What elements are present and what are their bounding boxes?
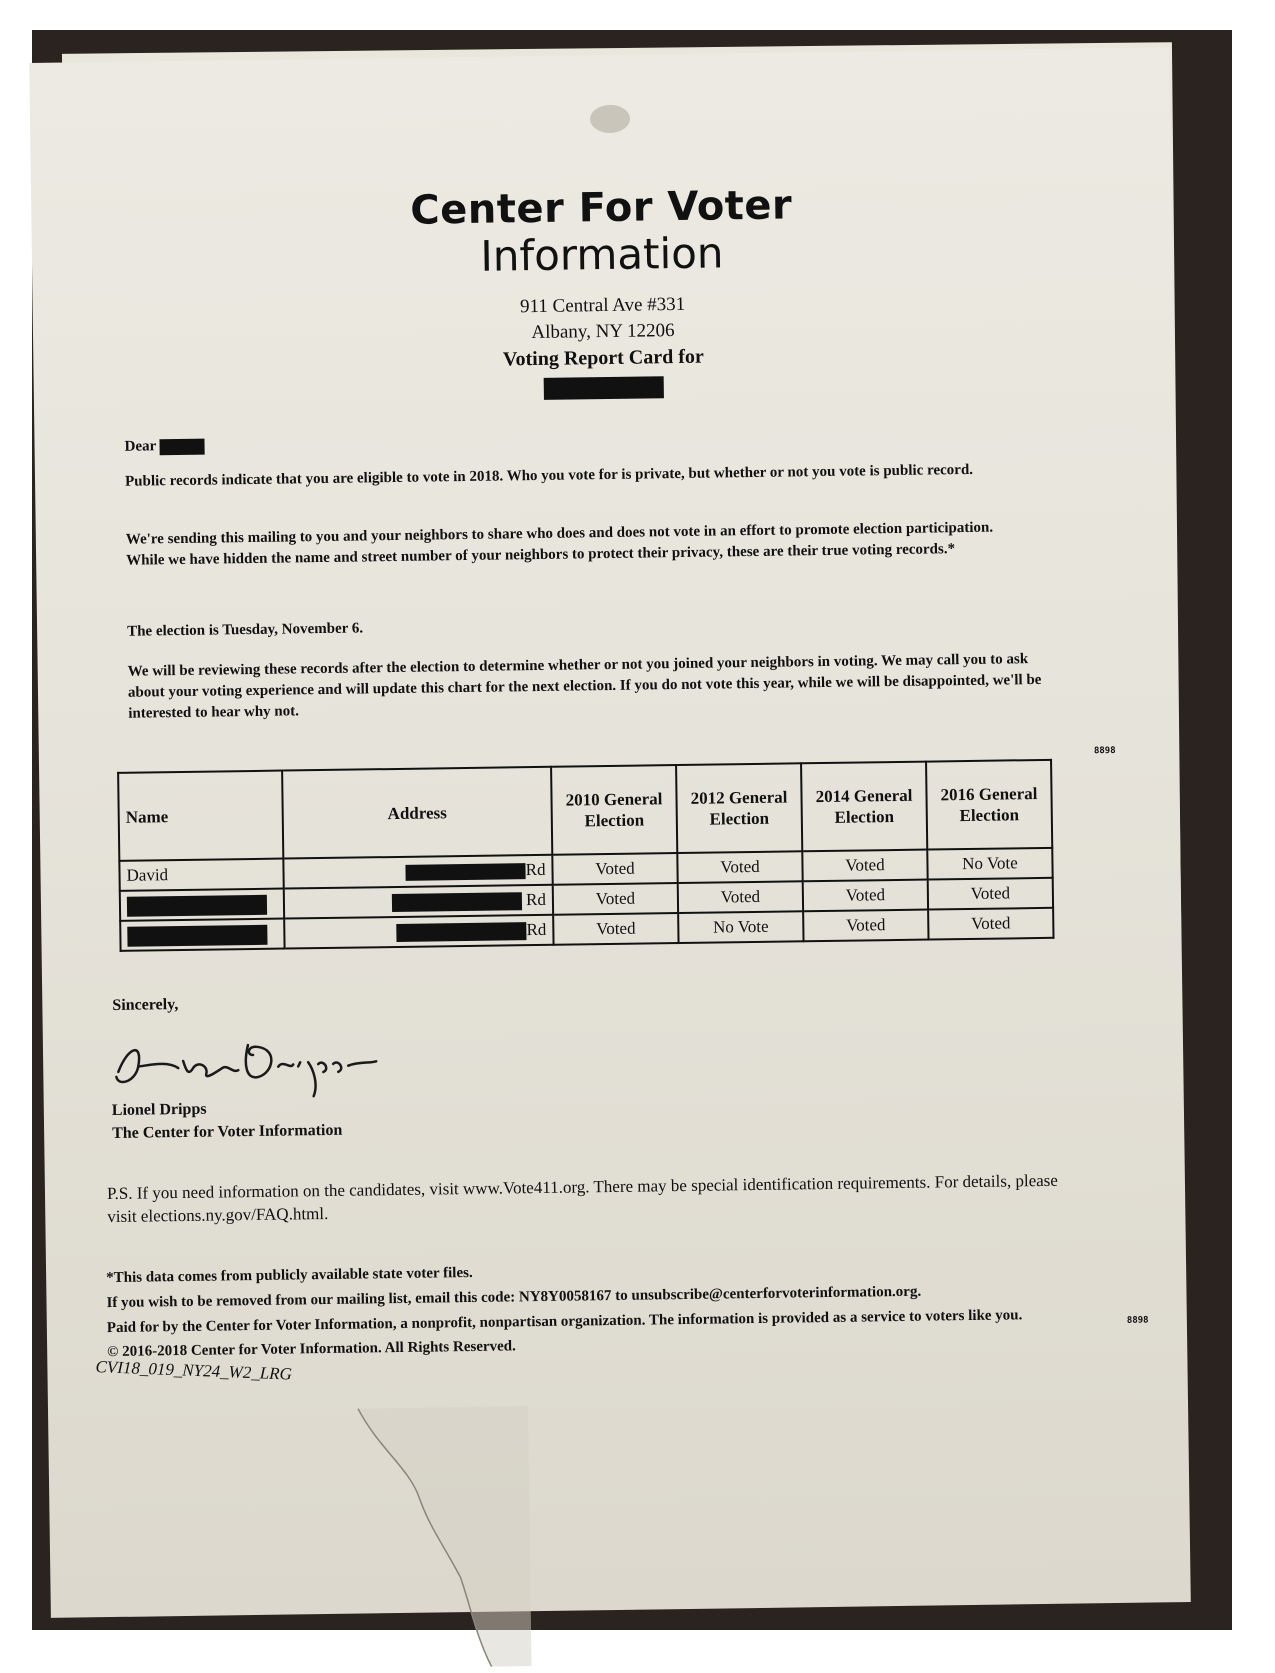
barcode-mark: 8898 xyxy=(1094,746,1116,756)
closing-sincerely: Sincerely, xyxy=(112,996,178,1015)
redaction-bar xyxy=(160,438,205,455)
vote-2012: No Vote xyxy=(678,911,803,943)
paragraph-review: We will be reviewing these records after the election to determine whether or not you joined your neighbors in voting. We may call you to ask about your voting experience and will update this chart for the next election. If you do not vote this year, while we will be disappointed, we'll be interested to hear why not. xyxy=(128,649,1069,725)
footer-paid-for: Paid for by the Center for Voter Information, a nonprofit, nonpartisan organization. The information is provided as a service to voters like you. xyxy=(107,1306,1127,1337)
voting-records-table xyxy=(117,759,1054,952)
paragraph-election-date: The election is Tuesday, November 6. xyxy=(127,609,1067,643)
row-name: David xyxy=(119,859,283,891)
redaction-bar xyxy=(127,894,267,916)
row-address xyxy=(284,885,553,919)
vote-2010: Voted xyxy=(552,853,677,885)
postscript: P.S. If you need information on the candidates, visit www.Vote411.org. There may be special identification requirements. For details, please visit elections.ny.gov/FAQ.html. xyxy=(107,1168,1088,1228)
sender-address-line2: Albany, NY 12206 xyxy=(33,313,1173,351)
signer-organization: The Center for Voter Information xyxy=(112,1122,342,1143)
redaction-bar xyxy=(127,924,267,946)
vote-2010: Voted xyxy=(553,883,678,915)
vote-2012: Voted xyxy=(678,881,803,913)
vote-2014: Voted xyxy=(802,850,927,882)
paragraph-eligibility: Public records indicate that you are eligible to vote in 2018. Who you vote for is private, but whether or not you vote is public record. xyxy=(125,459,1065,493)
footer-unsubscribe: If you wish to be removed from our mailing list, email this code: NY8Y0058167 to unsubscribe@centerforvoterinformation.org. xyxy=(106,1281,1126,1312)
row-name xyxy=(120,919,284,951)
redaction-bar xyxy=(544,376,664,400)
address-suffix: Rd xyxy=(526,860,546,879)
header-2016: 2016 General Election xyxy=(926,760,1052,850)
header-2014: 2014 General Election xyxy=(801,762,927,852)
footer-copyright: © 2016-2018 Center for Voter Information. All Rights Reserved. xyxy=(107,1330,1127,1361)
mailing-code: CVI18_019_NY24_W2_LRG xyxy=(95,1357,292,1385)
header-name: Name xyxy=(118,771,283,861)
signer-name: Lionel Dripps xyxy=(112,1101,207,1120)
footer-data-note: *This data comes from publicly available state voter files. xyxy=(106,1256,1126,1287)
redaction-bar xyxy=(392,892,522,912)
vote-2016: No Vote xyxy=(927,848,1052,880)
staple-hole xyxy=(590,105,630,134)
address-suffix: Rd xyxy=(526,920,546,939)
sender-address-line1: 911 Central Ave #331 xyxy=(33,287,1173,325)
vote-2014: Voted xyxy=(803,910,928,942)
brand-title-line1: Center For Voter xyxy=(31,177,1172,239)
row-address xyxy=(283,855,552,889)
letter-page xyxy=(29,47,1191,1618)
redaction-bar xyxy=(396,922,526,942)
salutation-text: Dear xyxy=(124,438,156,454)
paper-tear xyxy=(348,1406,532,1668)
row-address xyxy=(284,915,553,949)
vote-2014: Voted xyxy=(803,880,928,912)
brand-title-line2: Information xyxy=(32,222,1173,287)
header-2010: 2010 General Election xyxy=(551,765,677,855)
address-suffix: Rd xyxy=(526,890,546,909)
table-header-row xyxy=(118,760,1052,861)
paragraph-purpose: We're sending this mailing to you and your neighbors to share who does and does not vote in an effort to promote election participation. While we have hidden the name and street number of your neighbors to protect their privacy, these are their true voting records.* xyxy=(126,517,1007,571)
header-address: Address xyxy=(282,767,552,859)
vote-2010: Voted xyxy=(553,913,678,945)
handwritten-signature xyxy=(108,1023,379,1102)
salutation xyxy=(124,424,1064,458)
row-name xyxy=(120,889,284,921)
header-2012: 2012 General Election xyxy=(676,763,802,853)
redaction-bar xyxy=(406,863,526,881)
vote-2012: Voted xyxy=(677,851,802,883)
report-title: Voting Report Card for xyxy=(33,339,1173,378)
barcode-mark: 8898 xyxy=(1127,1316,1149,1326)
vote-2016: Voted xyxy=(928,878,1053,910)
vote-2016: Voted xyxy=(928,908,1053,940)
